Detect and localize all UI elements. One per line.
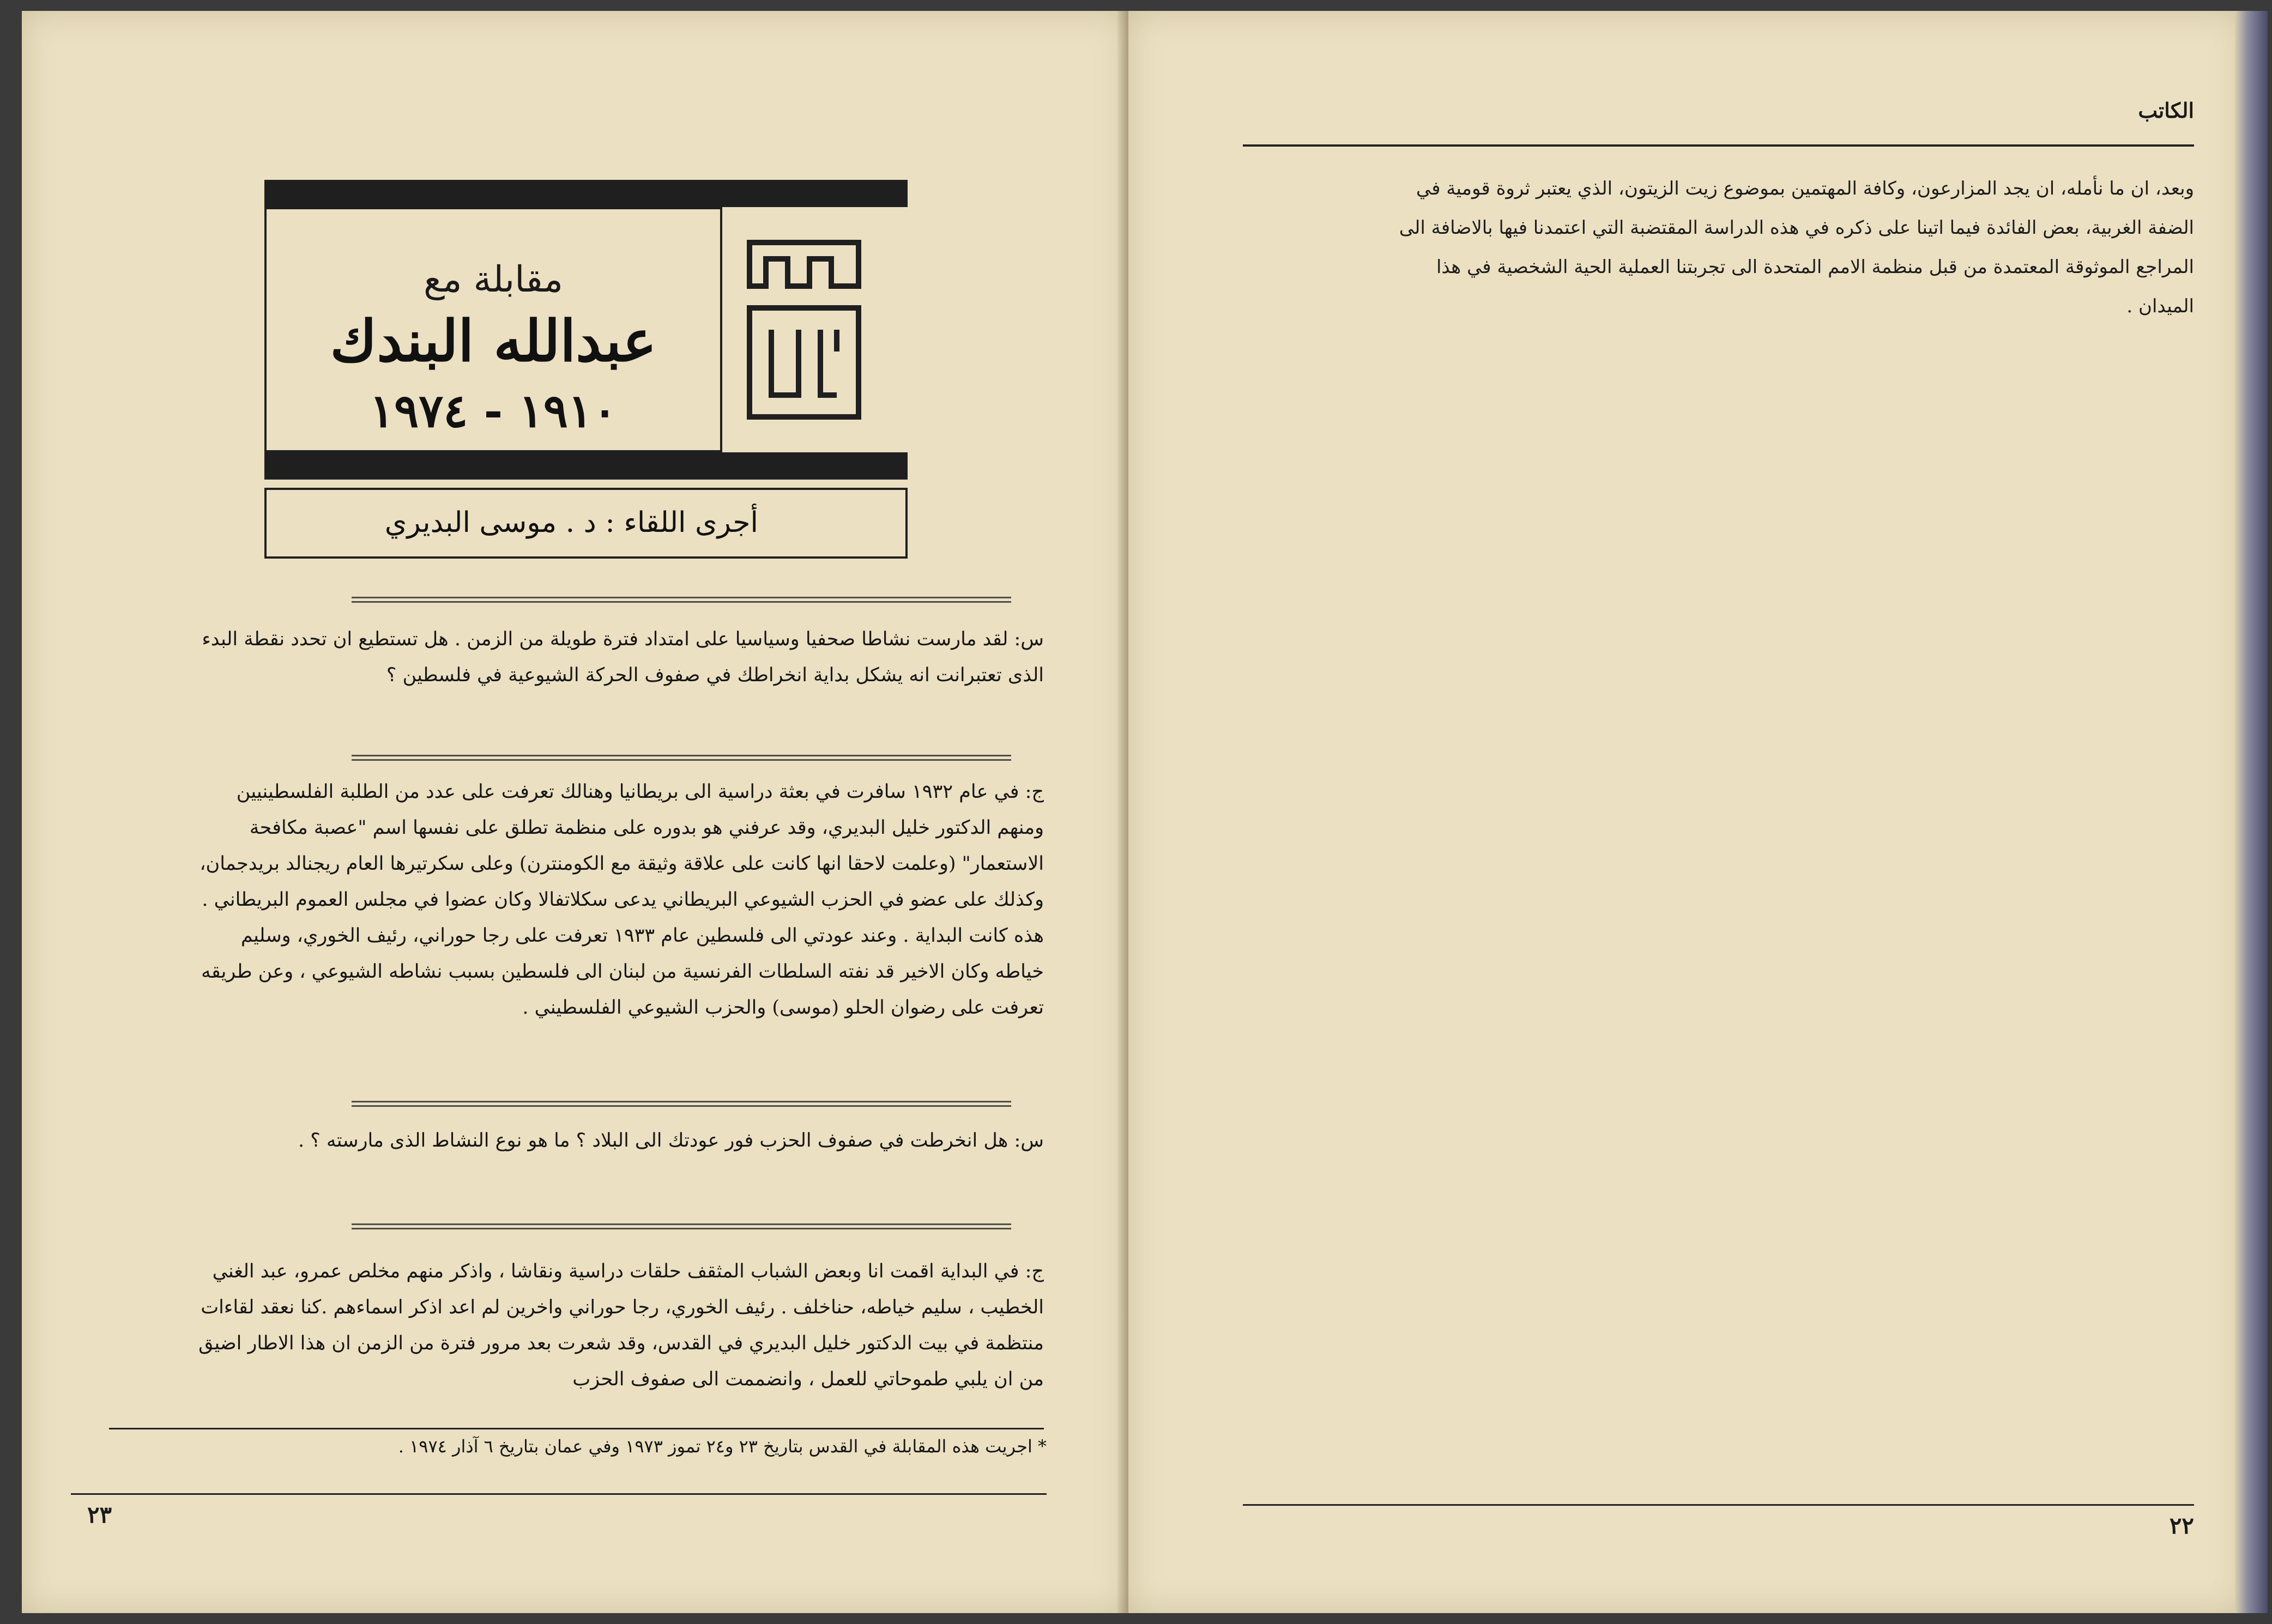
banner-subtitle: مقابلة مع: [424, 258, 563, 300]
footer-rule: [71, 1493, 1047, 1495]
answer-1: ج: في عام ١٩٣٢ سافرت في بعثة دراسية الى بريطانيا وهنالك تعرفت على عدد من الطلبة الفلسطينيين ومنهم الدكتور خليل البديري، وقد عرفني هو بدوره على منظمة تطلق على نفسها اسم "عصبة مكافحة الاستعمار" (وعلمت لاحقا انها كانت على علاقة وثيقة مع الكومنترن) وعلى سكرتيرها العام ريجنالد بريدجمان، وكذلك على عضو في الحزب الشيوعي البريطاني يدعى سكلاتفالا وكان عضوا في مجلس العموم البريطاني . هذه كانت البداية . وعند عودتي الى فلسطين عام ١٩٣٣ تعرفت على رجا حوراني، رئيف الخوري، وسليم خياطه وكان الاخير قد نفته السلطات الفرنسية من لبنان الى فلسطين بسبب نشاطه الشيوعي ، وعن طريقه تعرفت على رضوان الحلو (موسى) والحزب الشيوعي الفلسطيني .: [200, 781, 1044, 1019]
magazine-logo-icon: [739, 221, 869, 439]
interview-banner: [264, 180, 908, 561]
separator-line: [352, 755, 1011, 762]
banner-title-frame: [264, 207, 722, 452]
question-1: س: لقد مارست نشاطا صحفيا وسياسيا على امتداد فترة طويلة من الزمن . هل تستطيع ان تحدد نقطة البدء الذى تعتبرانت انه يشكل بداية انخراطك في صفوف الحركة الشيوعية في فلسطين ؟: [202, 628, 1044, 686]
left-page: [22, 11, 1128, 1613]
page-number-left: ٢٣: [87, 1501, 112, 1528]
banner-years: ١٩١٠ - ١٩٧٤: [369, 384, 618, 438]
banner-name: عبدالله البندك: [330, 307, 657, 374]
banner-top-bar: [264, 180, 908, 207]
header-rule: [1243, 144, 2194, 147]
footer-rule: [1243, 1504, 2194, 1506]
interviewer-credit: أجرى اللقاء : د . موسى البديري: [384, 506, 758, 539]
page-number-right: ٢٢: [2169, 1512, 2194, 1539]
answer-2: ج: في البداية اقمت انا وبعض الشباب المثقف حلقات دراسية ونقاشا ، واذكر منهم مخلص عمرو، عبد الغني الخطيب ، سليم خياطه، حناخلف . رئيف الخوري، رجا حوراني واخرين لم اعد اذكر اسماءهم .كنا نعقد لقاءات منتظمة في بيت الدكتور خليل البديري في القدس، وقد شعرت بعد مرور فترة من الزمن ان هذا الاطار اضيق من ان يلبي طموحاتي للعمل ، وانضممت الى صفوف الحزب: [198, 1261, 1044, 1390]
separator-line: [352, 597, 1011, 604]
right-page: [1128, 11, 2243, 1613]
separator-line: [352, 1101, 1011, 1108]
interviewer-box: [264, 488, 908, 559]
separator-line: [352, 1223, 1011, 1231]
footnote-rule: [109, 1428, 1044, 1429]
closing-paragraph: وبعد، ان ما نأمله، ان يجد المزارعون، وكافة المهتمين بموضوع زيت الزيتون، الذي يعتبر ثروة قومية في الضفة الغربية، بعض الفائدة فيما اتينا على ذكره في هذه الدراسة المقتضبة التي اعتمدنا فيها بالاضافة الى المراجع الموثوقة المعتمدة من قبل منظمة الامم المتحدة الى تجربتنا العملية الحية الشخصية في هذا الميدان .: [1399, 178, 2194, 317]
banner-middle-bar: [264, 452, 908, 480]
footnote: * اجريت هذه المقابلة في القدس بتاريخ ٢٣ و٢٤ تموز ١٩٧٣ وفي عمان بتاريخ ٦ آذار ١٩٧٤ .: [398, 1436, 1047, 1457]
question-2: س: هل انخرطت في صفوف الحزب فور عودتك الى البلاد ؟ ما هو نوع النشاط الذى مارسته ؟ .: [298, 1130, 1044, 1152]
running-header: الكاتب: [2138, 98, 2194, 123]
page-edge: [2235, 11, 2268, 1613]
